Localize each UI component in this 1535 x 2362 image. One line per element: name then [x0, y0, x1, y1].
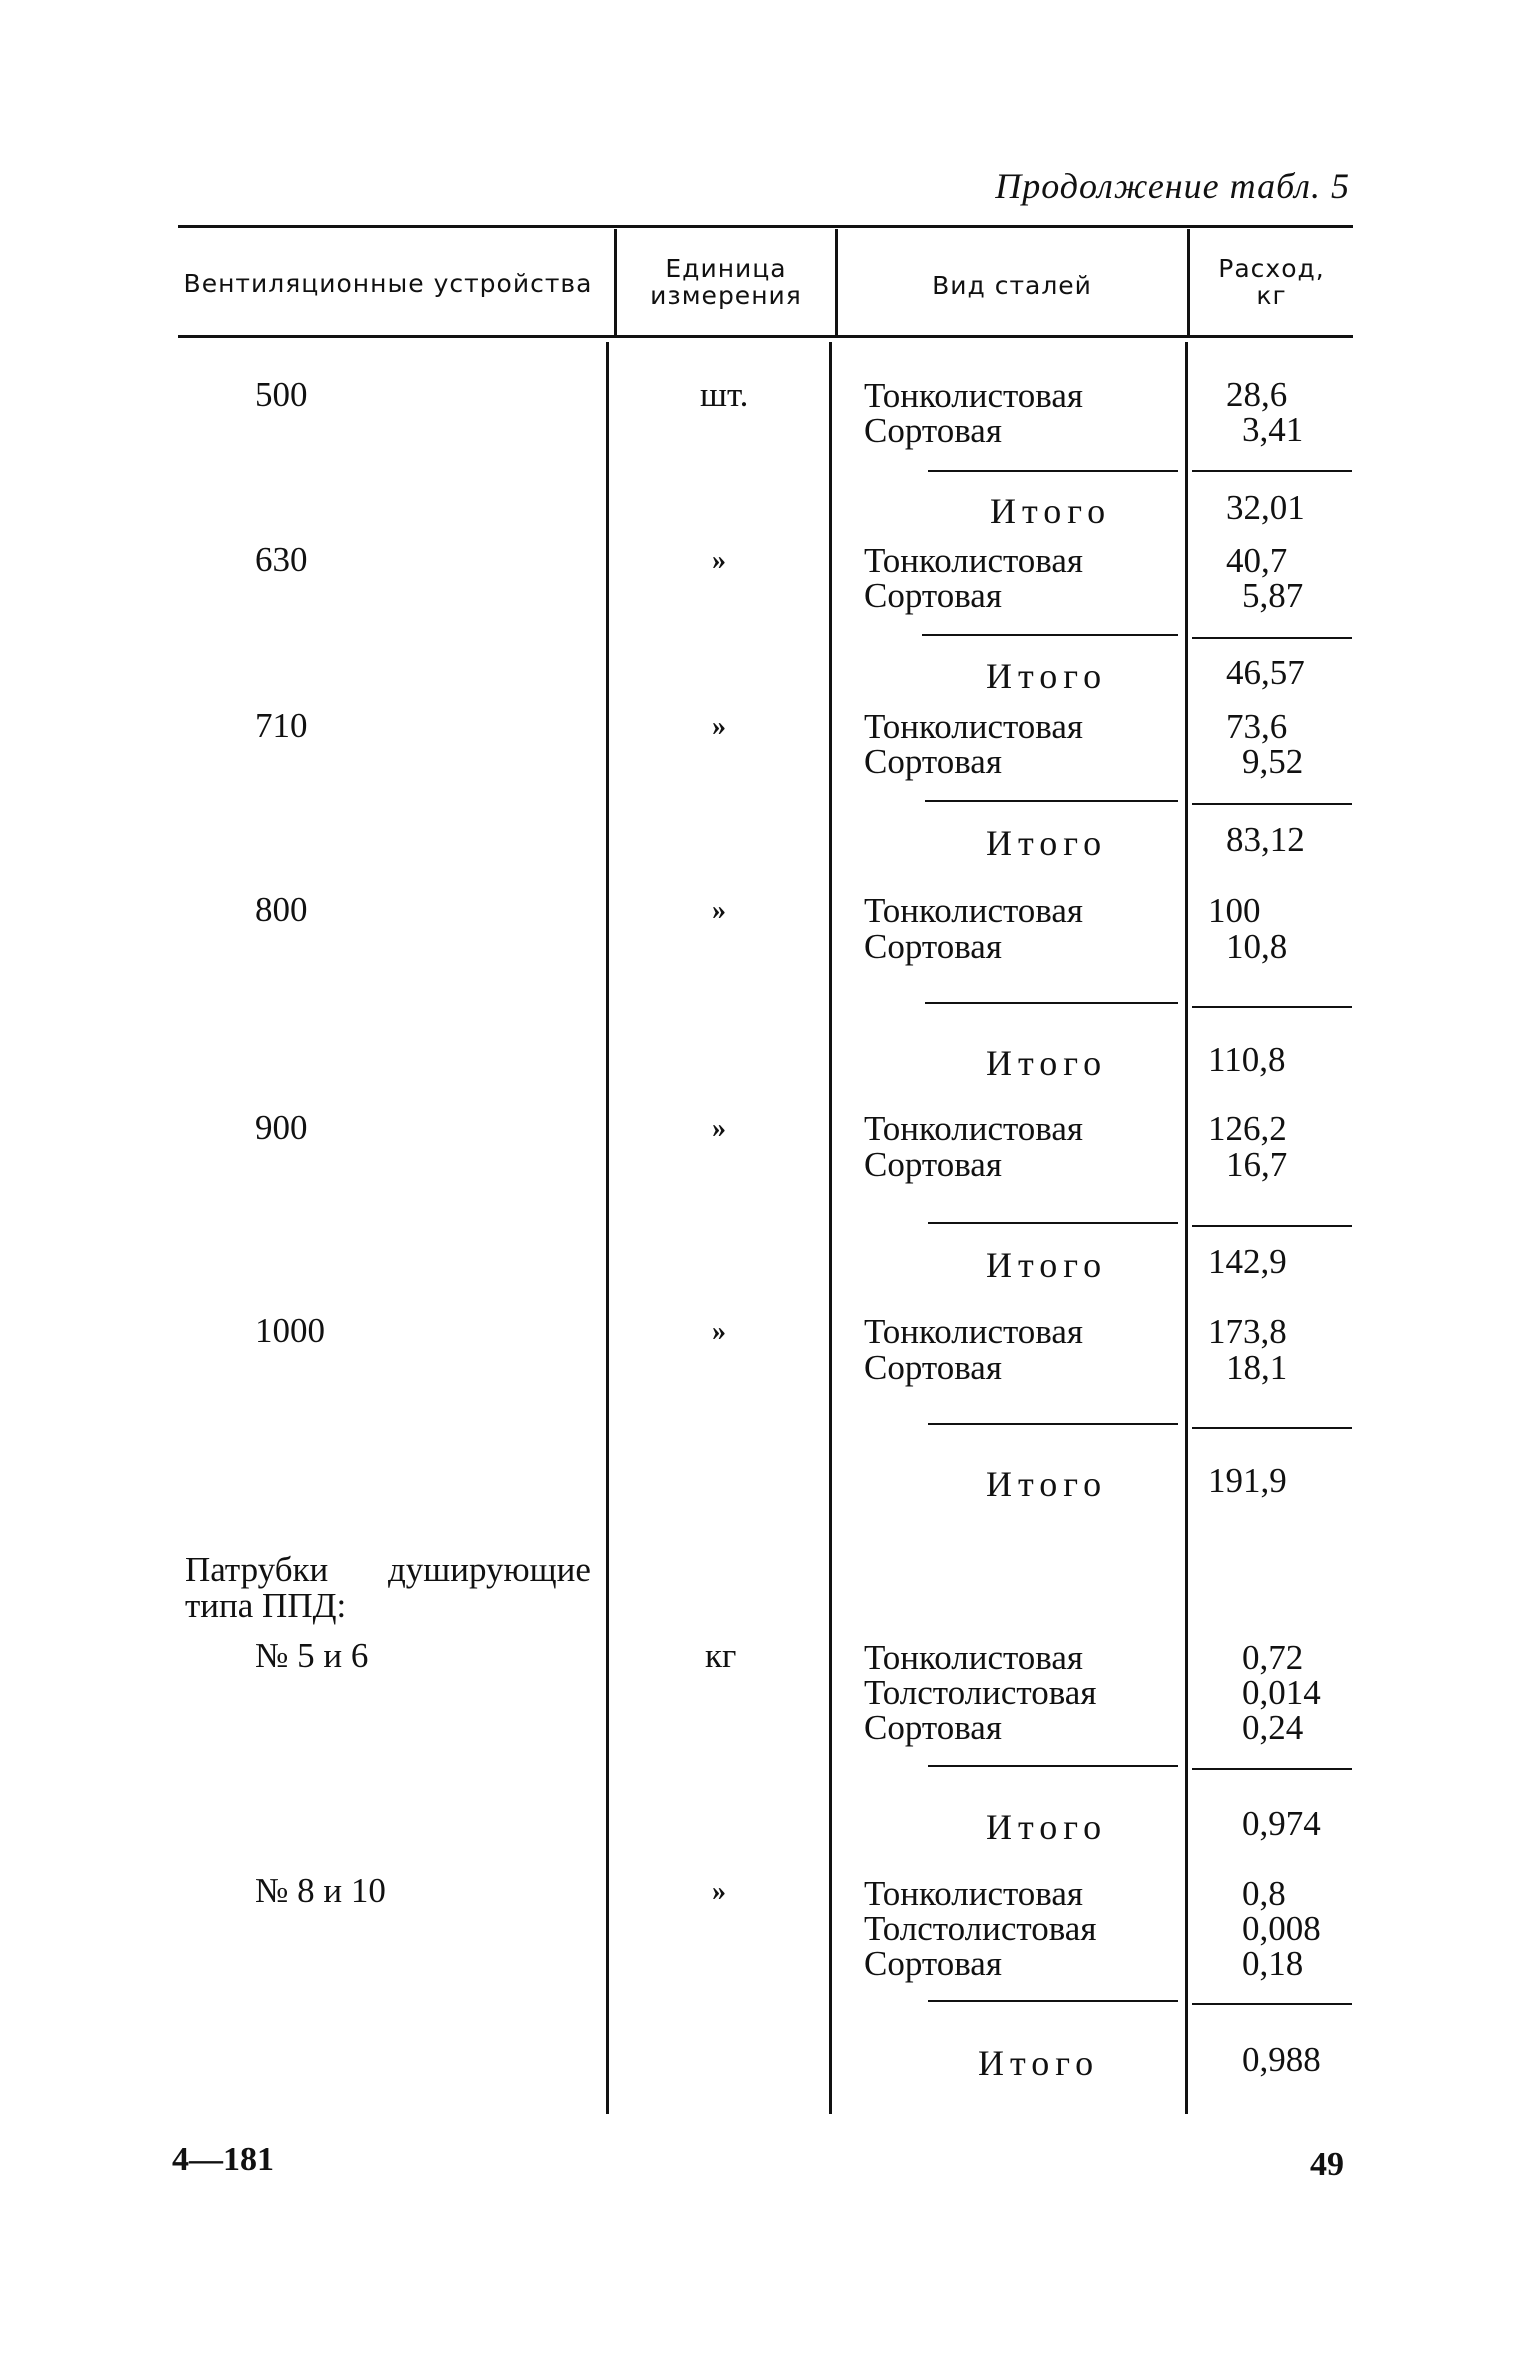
steel-cell: Сортовая: [864, 1944, 1002, 1983]
subtotal-rule: [922, 634, 1178, 636]
value-cell: 100: [1208, 891, 1261, 930]
steel-cell: Сортовая: [864, 1348, 1002, 1387]
device-cell: 710: [255, 706, 308, 745]
value-cell: 0,72: [1242, 1638, 1304, 1677]
subtotal-rule: [1192, 1006, 1352, 1008]
value-cell: 3,41: [1242, 410, 1304, 449]
steel-cell: Тонколистовая: [864, 541, 1084, 580]
steel-cell: Сортовая: [864, 742, 1002, 781]
subtotal-rule: [1192, 1427, 1352, 1429]
subtotal-rule: [1192, 803, 1352, 805]
subtotal-rule: [928, 1423, 1178, 1425]
subtotal-rule: [1192, 637, 1352, 639]
total-value: 142,9: [1208, 1242, 1287, 1281]
group-title-line2: типа ППД:: [185, 1586, 347, 1625]
value-cell: 0,8: [1242, 1874, 1286, 1913]
total-value: 0,974: [1242, 1804, 1321, 1843]
unit-cell: »: [712, 1876, 726, 1907]
steel-cell: Сортовая: [864, 927, 1002, 966]
device-cell: 630: [255, 540, 308, 579]
steel-cell: Тонколистовая: [864, 1874, 1084, 1913]
column-separator: [606, 342, 609, 2114]
value-cell: 5,87: [1242, 576, 1304, 615]
value-cell: 18,1: [1226, 1348, 1288, 1387]
column-separator: [1185, 342, 1188, 2114]
total-label: Итого: [986, 823, 1108, 863]
device-cell: 500: [255, 375, 308, 414]
unit-cell: »: [712, 895, 726, 926]
subtotal-rule: [1192, 1225, 1352, 1227]
steel-cell: Тонколистовая: [864, 707, 1084, 746]
value-cell: 9,52: [1242, 742, 1304, 781]
group-title-part2: душирующие: [388, 1550, 591, 1589]
total-value: 32,01: [1226, 488, 1305, 527]
header-steel: Вид сталей: [932, 271, 1092, 300]
total-label: Итого: [978, 2043, 1100, 2083]
value-cell: 0,24: [1242, 1708, 1304, 1747]
total-label: Итого: [986, 1043, 1108, 1083]
subtotal-rule: [928, 2000, 1178, 2002]
device-cell: № 5 и 6: [255, 1636, 369, 1675]
total-label: Итого: [986, 1807, 1108, 1847]
steel-cell: Тонколистовая: [864, 1312, 1084, 1351]
steel-cell: Сортовая: [864, 1708, 1002, 1747]
steel-cell: Сортовая: [864, 576, 1002, 615]
total-value: 191,9: [1208, 1461, 1287, 1500]
header-rate-line1: Расход,: [1218, 254, 1325, 283]
steel-cell: Тонколистовая: [864, 891, 1084, 930]
steel-cell: Толстолистовая: [864, 1909, 1097, 1948]
device-cell: 900: [255, 1108, 308, 1147]
value-cell: 0,18: [1242, 1944, 1304, 1983]
footer-left: 4—181: [172, 2141, 274, 2178]
subtotal-rule: [1192, 1768, 1352, 1770]
subtotal-rule: [1192, 2003, 1352, 2005]
steel-cell: Тонколистовая: [864, 376, 1084, 415]
total-value: 46,57: [1226, 653, 1305, 692]
total-label: Итого: [990, 491, 1112, 531]
value-cell: 126,2: [1208, 1109, 1287, 1148]
header-separator: [614, 229, 617, 335]
subtotal-rule: [1192, 470, 1352, 472]
steel-cell: Толстолистовая: [864, 1673, 1097, 1712]
total-label: Итого: [986, 1245, 1108, 1285]
total-value: 110,8: [1208, 1040, 1286, 1079]
header-device: Вентиляционные устройства: [183, 269, 593, 298]
total-label: Итого: [986, 656, 1108, 696]
total-value: 0,988: [1242, 2040, 1321, 2079]
value-cell: 16,7: [1226, 1145, 1288, 1184]
subtotal-rule: [925, 800, 1178, 802]
header-unit-line2: измерения: [650, 281, 802, 310]
device-cell: 800: [255, 890, 308, 929]
total-label: Итого: [986, 1464, 1108, 1504]
unit-cell: »: [712, 545, 726, 576]
value-cell: 28,6: [1226, 375, 1288, 414]
header-unit-line1: Единица: [665, 254, 787, 283]
subtotal-rule: [928, 1222, 1178, 1224]
unit-cell: »: [712, 1316, 726, 1347]
subtotal-rule: [925, 1002, 1178, 1004]
unit-cell: »: [712, 711, 726, 742]
page-number: 49: [1310, 2146, 1344, 2183]
group-title-part1: Патрубки: [185, 1550, 329, 1589]
device-cell: № 8 и 10: [255, 1871, 386, 1910]
value-cell: 73,6: [1226, 707, 1288, 746]
unit-cell: кг: [705, 1636, 737, 1675]
header-top-rule: [178, 225, 1353, 228]
value-cell: 40,7: [1226, 541, 1288, 580]
table-caption: Продолжение табл. 5: [995, 166, 1350, 206]
unit-cell: »: [712, 1113, 726, 1144]
subtotal-rule: [928, 1765, 1178, 1767]
column-separator: [829, 342, 832, 2114]
value-cell: 0,014: [1242, 1673, 1321, 1712]
device-cell: 1000: [255, 1311, 325, 1350]
steel-cell: Тонколистовая: [864, 1109, 1084, 1148]
value-cell: 10,8: [1226, 927, 1288, 966]
total-value: 83,12: [1226, 820, 1305, 859]
unit-cell: шт.: [700, 375, 749, 414]
steel-cell: Тонколистовая: [864, 1638, 1084, 1677]
header-bottom-rule: [178, 335, 1353, 338]
subtotal-rule: [928, 470, 1178, 472]
steel-cell: Сортовая: [864, 1145, 1002, 1184]
header-rate-line2: кг: [1256, 281, 1287, 310]
steel-cell: Сортовая: [864, 411, 1002, 450]
value-cell: 0,008: [1242, 1909, 1321, 1948]
value-cell: 173,8: [1208, 1312, 1287, 1351]
